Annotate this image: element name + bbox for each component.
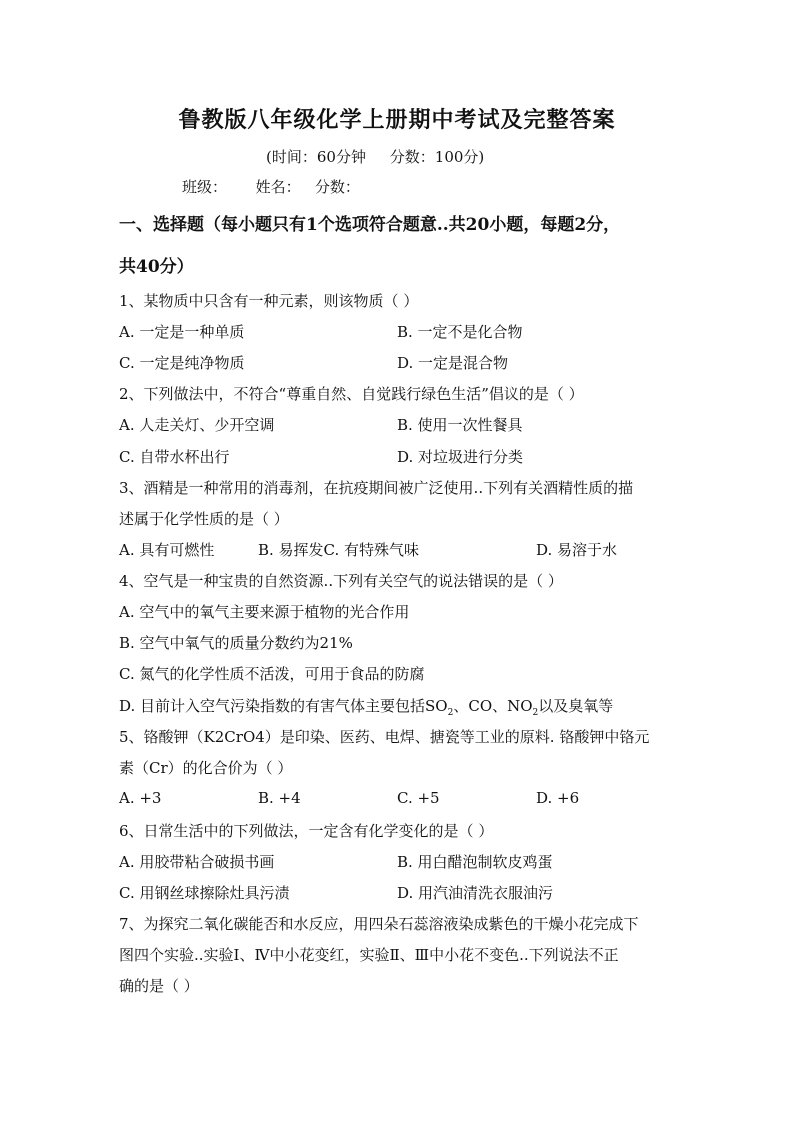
question-2-option-d: D. 对垃圾进行分类 <box>397 448 524 466</box>
question-3-stem-line-1: 3、酒精是一种常用的消毒剂，在抗疫期间被广泛使用..下列有关酒精性质的描 <box>119 479 634 497</box>
question-4-option-c: C. 氮气的化学性质不活泼，可用于食品的防腐 <box>119 665 425 683</box>
question-1-option-b: B. 一定不是化合物 <box>397 323 523 341</box>
question-2-stem: 2、下列做法中，不符合“尊重自然、自觉践行绿色生活”倡议的是（ ） <box>119 385 584 403</box>
question-3-option-a: A. 具有可燃性 <box>119 541 215 559</box>
question-4-option-d-text-mid: 、CO、NO <box>453 697 533 715</box>
question-3-option-bc: B. 易挥发C. 有特殊气味 <box>258 541 420 559</box>
question-5-stem-line-1: 5、铬酸钾（K2CrO4）是印染、医药、电焊、搪瓷等工业的原料. 铬酸钾中铬元 <box>119 728 650 746</box>
question-1-option-a: A. 一定是一种单质 <box>119 323 245 341</box>
page-title: 鲁教版八年级化学上册期中考试及完整答案 <box>178 107 616 133</box>
exam-time-score: (时间：60分钟 分数：100分) <box>266 148 485 166</box>
question-4-option-b: B. 空气中氧气的质量分数约为21% <box>119 634 353 652</box>
question-1-option-d: D. 一定是混合物 <box>397 354 509 372</box>
question-7-stem-line-3: 确的是（ ） <box>119 977 199 995</box>
question-2-option-b: B. 使用一次性餐具 <box>397 416 523 434</box>
question-6-option-d: D. 用汽油清洗衣服油污 <box>397 884 554 902</box>
question-1-stem: 1、某物质中只含有一种元素，则该物质（ ） <box>119 292 419 310</box>
question-6-option-c: C. 用钢丝球擦除灶具污渍 <box>119 884 290 902</box>
question-5-option-a: A. +3 <box>119 789 162 807</box>
student-info-line: 班级： 姓名： 分数： <box>182 178 360 196</box>
subscript-2: 2 <box>532 708 539 718</box>
question-5-option-c: C. +5 <box>397 789 440 807</box>
question-5-option-d: D. +6 <box>536 789 580 807</box>
question-2-option-a: A. 人走关灯、少开空调 <box>119 416 275 434</box>
question-4-stem: 4、空气是一种宝贵的自然资源..下列有关空气的说法错误的是（ ） <box>119 572 563 590</box>
question-2-option-c: C. 自带水杯出行 <box>119 448 230 466</box>
question-4-option-d-text: D. 目前计入空气污染指数的有害气体主要包括SO <box>119 697 448 715</box>
question-6-option-b: B. 用白醋泡制软皮鸡蛋 <box>397 853 553 871</box>
question-5-option-b: B. +4 <box>258 789 301 807</box>
question-3-stem-line-2: 述属于化学性质的是（ ） <box>119 510 289 528</box>
question-1-option-c: C. 一定是纯净物质 <box>119 354 245 372</box>
question-3-option-d: D. 易溶于水 <box>536 541 618 559</box>
question-4-option-d-text-end: 以及臭氧等 <box>538 697 614 715</box>
question-4-option-a: A. 空气中的氧气主要来源于植物的光合作用 <box>119 603 410 621</box>
question-6-option-a: A. 用胶带粘合破损书画 <box>119 853 275 871</box>
subscript-2: 2 <box>447 708 454 718</box>
question-6-stem: 6、日常生活中的下列做法，一定含有化学变化的是（ ） <box>119 822 494 840</box>
section-heading-cont: 共40分） <box>119 257 194 277</box>
question-5-stem-line-2: 素（Cr）的化合价为（ ） <box>119 759 293 777</box>
question-7-stem-line-1: 7、为探究二氧化碳能否和水反应，用四朵石蕊溶液染成紫色的干燥小花完成下 <box>119 915 639 933</box>
question-7-stem-line-2: 图四个实验..实验Ⅰ、Ⅳ中小花变红，实验Ⅱ、Ⅲ中小花不变色..下列说法不正 <box>119 946 619 964</box>
question-4-option-d <box>119 695 613 718</box>
section-heading: 一、选择题（每小题只有1个选项符合题意..共20小题，每题2分， <box>119 215 621 235</box>
